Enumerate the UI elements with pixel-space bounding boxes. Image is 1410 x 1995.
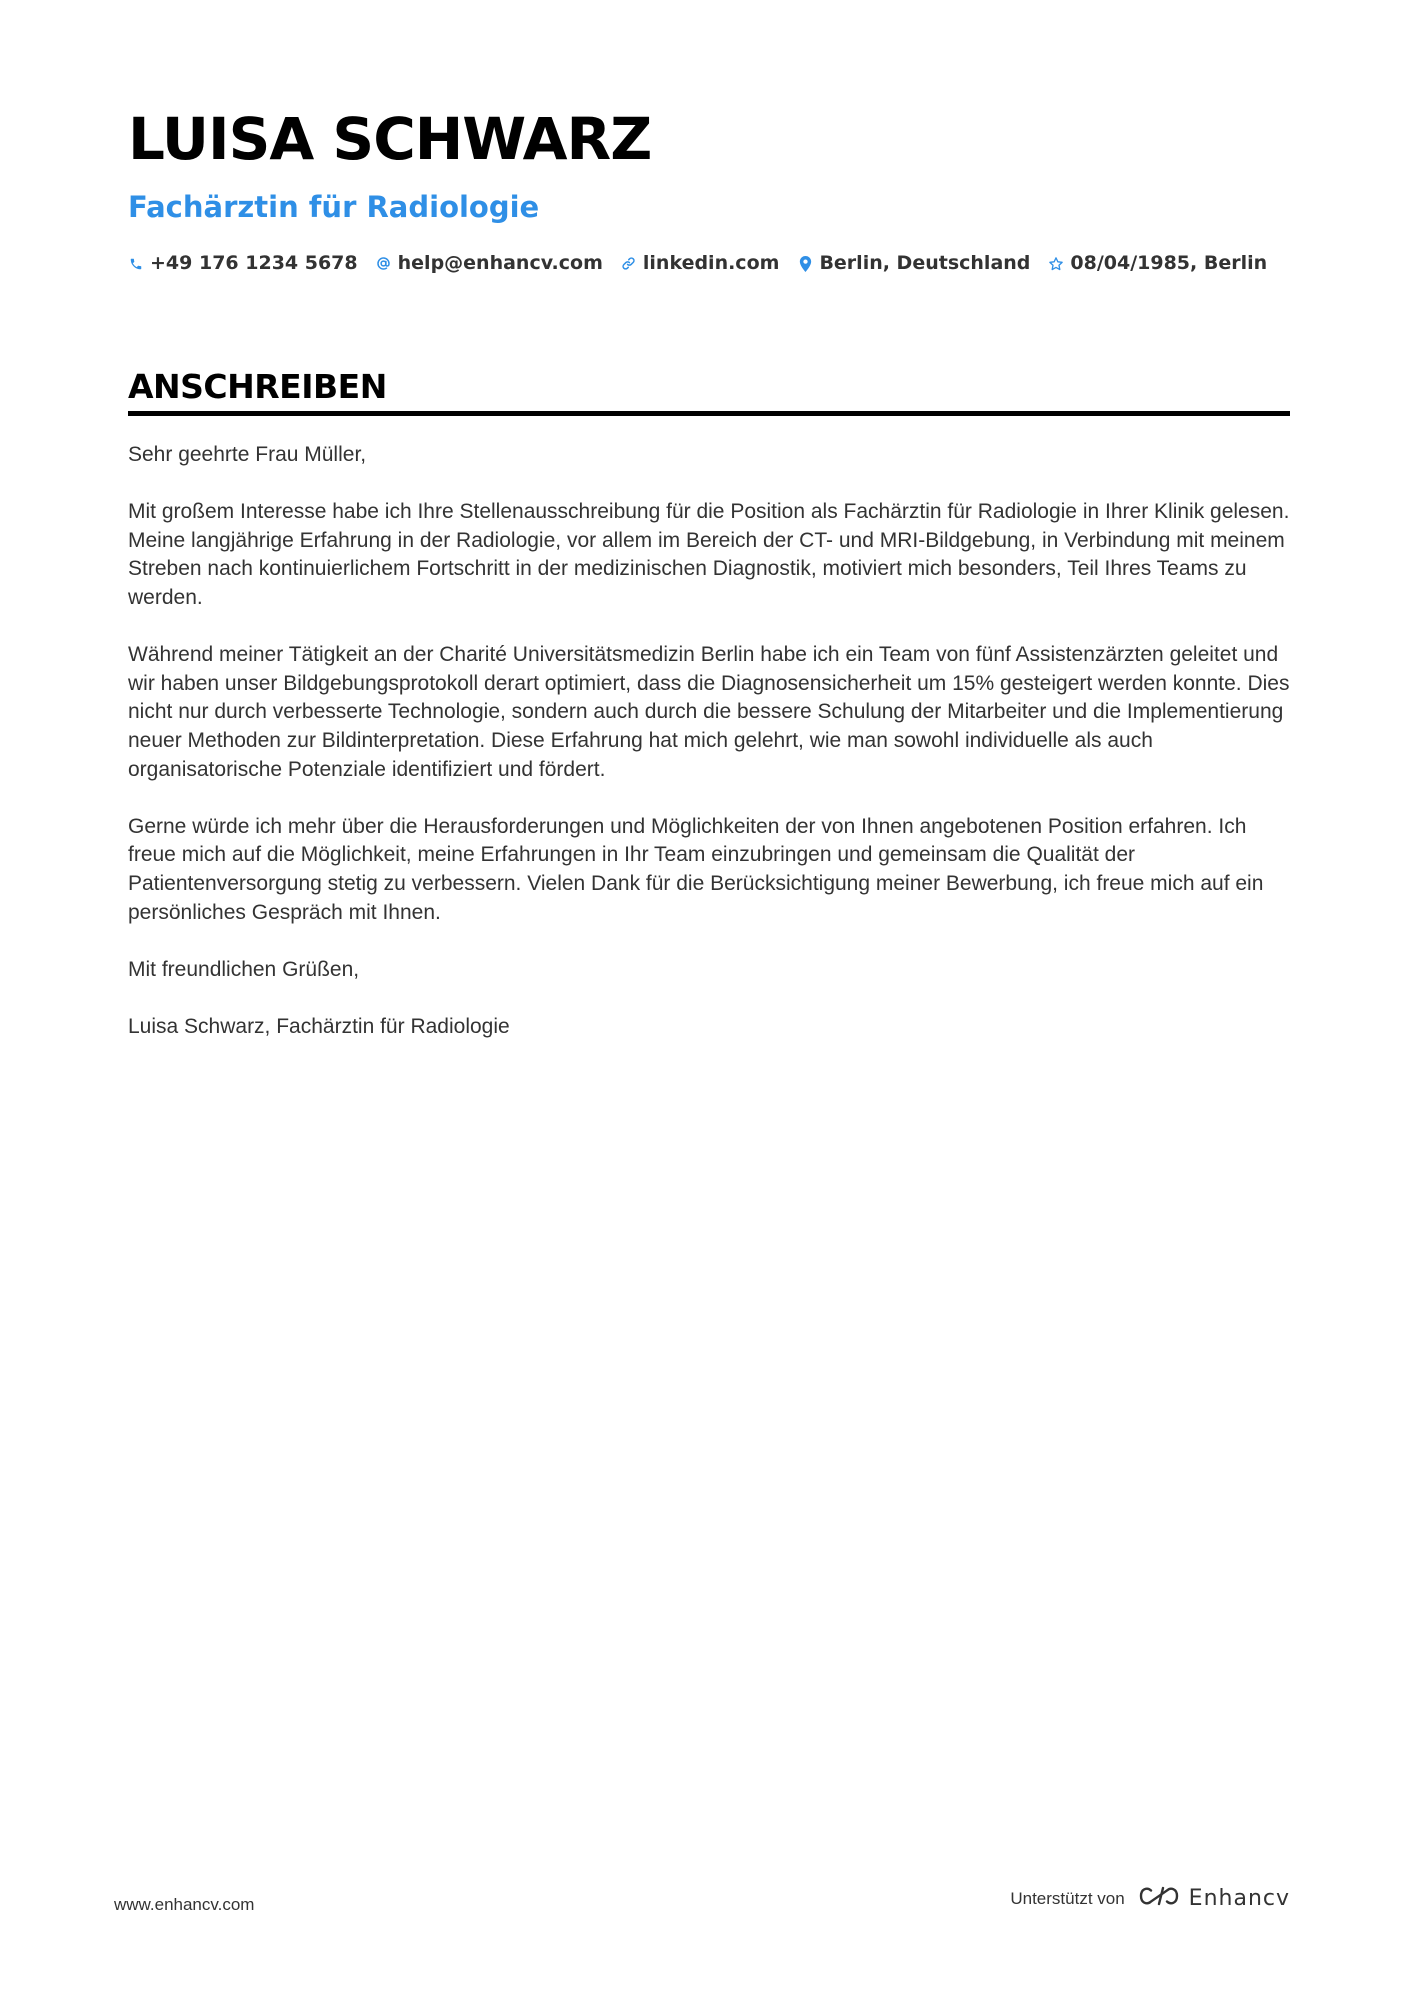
job-title: Fachärztin für Radiologie xyxy=(128,190,540,224)
letter-salutation: Sehr geehrte Frau Müller, xyxy=(128,443,367,466)
powered-by-label: Unterstützt von xyxy=(1010,1889,1125,1908)
phone-icon xyxy=(128,255,144,273)
section-heading: ANSCHREIBEN xyxy=(128,367,387,406)
letter-paragraph: Während meiner Tätigkeit an der Charité Universitätsmedizin Berlin habe ich ein Team von fünf Assistenzärzten geleitet und wir haben unser Bildgebungsprotokoll derart optimiert, dass die Diagnosensicherheit um 15% gesteigert werden konnte. Dies nicht nur durch verbesserte Technologie, sondern auch durch die bessere Schulung der Mitarbeiter und die Implementierung neuer Methoden zur Bildinterpretation. Diese Erfahrung hat mich gelehrt, wie man sowohl individuelle als auch organisatorische Potenziale identifiziert und fördert. xyxy=(128,643,1290,781)
section-divider xyxy=(128,411,1290,416)
contact-location-text: Berlin, Deutschland xyxy=(819,252,1031,274)
contact-linkedin[interactable] xyxy=(621,254,780,273)
contact-phone xyxy=(128,254,358,273)
letter-paragraph: Gerne würde ich mehr über die Herausforderungen und Möglichkeiten der von Ihnen angebotenen Position erfahren. Ich freue mich auf die Möglichkeit, meine Erfahrungen in Ihr Team einzubringen und gemeinsam die Qualität der Patientenversorgung stetig zu verbessern. Vielen Dank für die Berücksichtigung meiner Bewerbung, ich freue mich auf ein persönliches Gespräch mit Ihnen. xyxy=(128,814,1264,924)
letter-closing: Mit freundlichen Grüßen, xyxy=(128,957,360,981)
letter-signature: Luisa Schwarz, Fachärztin für Radiologie xyxy=(128,1014,510,1038)
candidate-name: LUISA SCHWARZ xyxy=(128,105,652,173)
brand-logo[interactable] xyxy=(1137,1884,1290,1913)
footer-branding xyxy=(1010,1884,1290,1913)
enhancv-logo-icon xyxy=(1137,1884,1181,1913)
link-icon xyxy=(621,255,637,273)
contact-birth-text: 08/04/1985, Berlin xyxy=(1070,252,1268,274)
at-icon xyxy=(376,255,392,273)
contact-bar xyxy=(128,254,1267,273)
letter-paragraph: Mit großem Interesse habe ich Ihre Stellenausschreibung für die Position als Fachärztin für Radiologie in Ihrer Klinik gelesen. Meine langjährige Erfahrung in der Radiologie, vor allem im Bereich der CT- und MRI-Bildgebung, in Verbindung mit meinem Streben nach kontinuierlichem Fortschritt in der medizinischen Diagnostik, motiviert mich besonders, Teil Ihres Teams zu werden. xyxy=(128,500,1290,609)
contact-linkedin-text: linkedin.com xyxy=(642,252,780,274)
footer-website[interactable]: www.enhancv.com xyxy=(114,1895,255,1914)
contact-location xyxy=(797,254,1030,273)
star-icon xyxy=(1048,255,1064,273)
contact-email[interactable] xyxy=(376,254,603,273)
contact-phone-text: +49 176 1234 5678 xyxy=(150,252,358,274)
contact-email-text: help@enhancv.com xyxy=(397,252,603,274)
letter-body xyxy=(128,441,1293,1070)
location-pin-icon xyxy=(797,255,813,273)
contact-birth xyxy=(1048,254,1267,273)
brand-name: Enhancv xyxy=(1188,1885,1290,1911)
